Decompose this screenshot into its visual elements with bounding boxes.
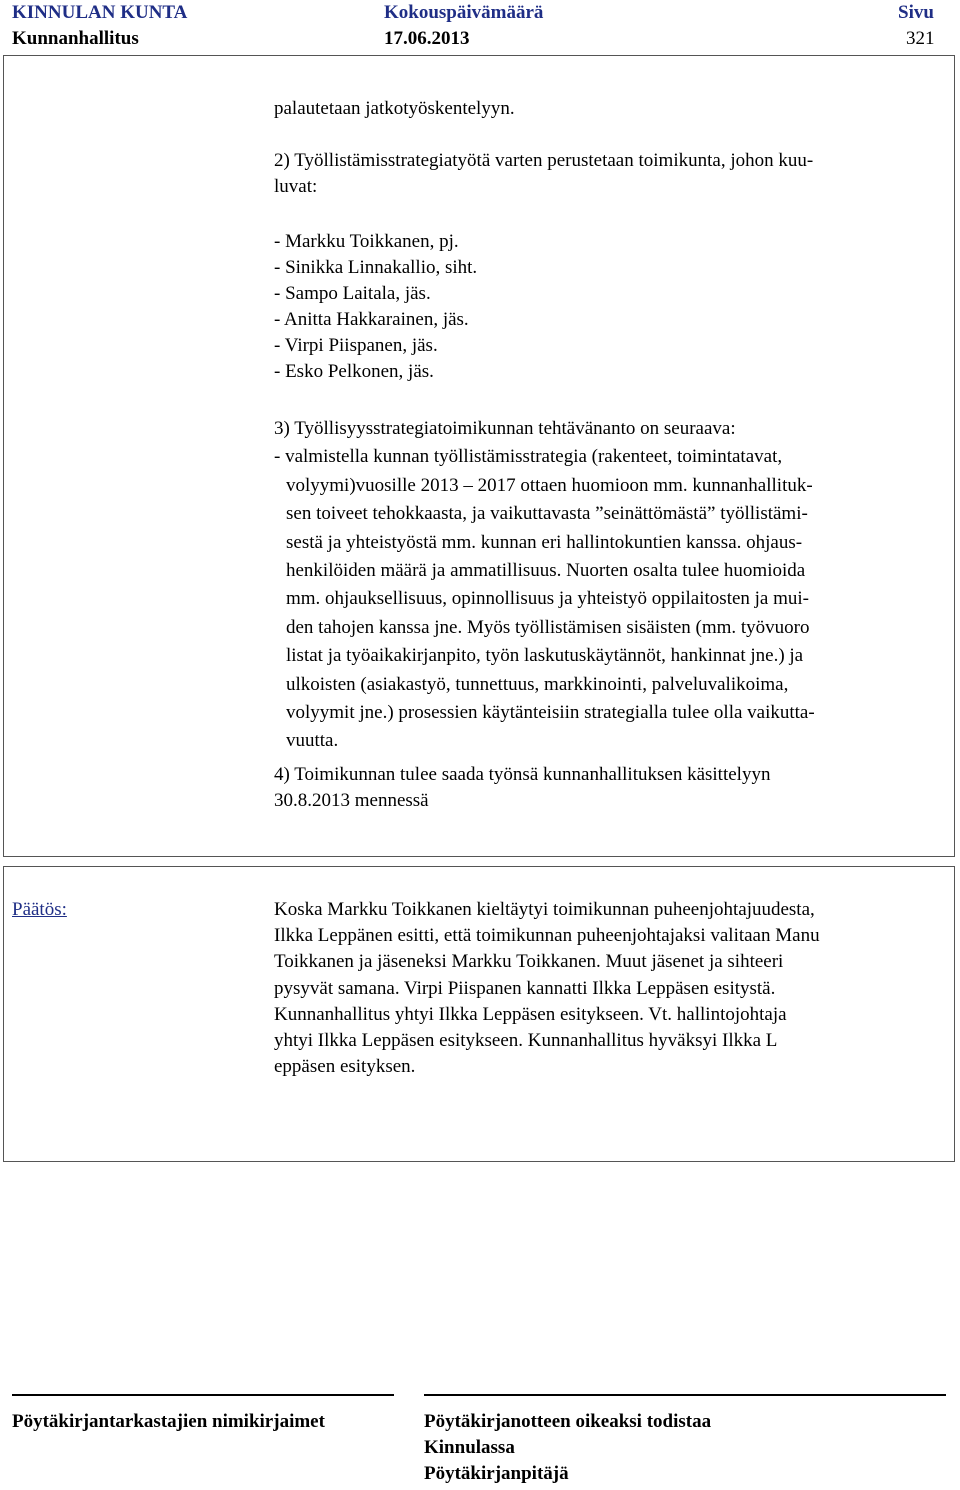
paragraph-4-line: 30.8.2013 mennessä [274, 790, 429, 812]
meeting-date: 17.06.2013 [384, 28, 470, 49]
paragraph-3-line: volyymit jne.) prosessien käytänteisiin strategialla tulee olla vaikutta- [286, 702, 815, 724]
decision-line: Toikkanen ja jäseneksi Markku Toikkanen. Muut jäsenet ja sihteeri [274, 951, 784, 973]
decision-line: Ilkka Leppänen esitti, että toimikunnan puheenjohtajaksi valitaan Manu [274, 925, 820, 947]
paragraph-3-line: den tahojen kanssa jne. Myös työllistämisen sisäisten (mm. työvuoro [286, 616, 810, 638]
decision-line: yhtyi Ilkka Leppäsen esitykseen. Kunnanhallitus hyväksyi Ilkka L [274, 1030, 778, 1052]
paragraph-3-line: vuutta. [286, 730, 339, 752]
paragraph-3-line: sen toiveet tehokkaasta, ja vaikuttavasta ”seinättömästä” työllistämi- [286, 503, 808, 525]
list-item: - Anitta Hakkarainen, jäs. [274, 309, 469, 330]
decision-line: Kunnanhallitus yhtyi Ilkka Leppäsen esitykseen. Vt. hallintojohtaja [274, 1003, 787, 1025]
decision-label: Päätös: [12, 899, 67, 920]
decision-text [274, 897, 938, 1080]
footer-certification: Pöytäkirjanotteen oikeaksi todistaa [424, 1411, 712, 1432]
footer-clerk: Pöytäkirjanpitäjä [424, 1463, 569, 1484]
paragraph-3 [274, 415, 938, 756]
paragraph-4 [274, 762, 938, 814]
decision-line: Koska Markku Toikkanen kieltäytyi toimikunnan puheenjohtajuudesta, [274, 899, 815, 920]
list-item: - Markku Toikkanen, pj. [274, 231, 459, 252]
paragraph-2-line: 2) Työllistämisstrategiatyötä varten perustetaan toimikunta, johon kuu- [274, 150, 814, 171]
footer-inspectors: Pöytäkirjantarkastajien nimikirjaimet [12, 1411, 325, 1432]
body-name: Kunnanhallitus [12, 28, 139, 49]
list-item: - Esko Pelkonen, jäs. [274, 361, 434, 382]
committee-member-list [274, 229, 938, 385]
footer-rule-right [424, 1394, 946, 1396]
paragraph-3-line: sestä ja yhteistyöstä mm. kunnan eri hallintokuntien kanssa. ohjaus- [286, 531, 803, 553]
paragraph-1 [274, 96, 938, 122]
decision-line: pysyvät samana. Virpi Piispanen kannatti Ilkka Leppäsen esitystä. [274, 977, 776, 999]
footer-place: Kinnulassa [424, 1437, 515, 1458]
paragraph-3-line: - valmistella kunnan työllistämisstrategia (rakenteet, toimintatavat, [274, 446, 783, 468]
paragraph-3-line: volyymi)vuosille 2013 – 2017 ottaen huomioon mm. kunnanhallituk- [286, 474, 813, 496]
paragraph-3-title: 3) Työllisyysstrategiatoimikunnan tehtävänanto on seuraava: [274, 418, 736, 439]
list-item: - Virpi Piispanen, jäs. [274, 335, 438, 356]
paragraph-2 [274, 148, 938, 200]
list-item: - Sampo Laitala, jäs. [274, 283, 431, 304]
page-label: Sivu [898, 2, 934, 23]
date-label: Kokouspäivämäärä [384, 2, 544, 23]
paragraph-2-line: luvat: [274, 176, 318, 198]
paragraph-3-line: mm. ohjauksellisuus, opinnollisuus ja yhteistyö oppilaitosten ja mui- [286, 588, 810, 610]
paragraph-4-line: 4) Toimikunnan tulee saada työnsä kunnanhallituksen käsittelyyn [274, 764, 771, 785]
footer-rule-left [12, 1394, 394, 1396]
municipality-name: KINNULAN KUNTA [12, 2, 188, 23]
paragraph-3-line: ulkoisten (asiakastyö, tunnettuus, markkinointi, palveluvalikoima, [286, 673, 789, 695]
paragraph-1-text: palautetaan jatkotyöskentelyyn. [274, 98, 515, 119]
list-item: - Sinikka Linnakallio, siht. [274, 257, 478, 278]
page-number: 321 [906, 28, 935, 49]
paragraph-3-line: listat ja työaikakirjanpito, työn laskutuskäytännöt, hankinnat jne.) ja [286, 645, 804, 667]
paragraph-3-line: henkilöiden määrä ja ammatillisuus. Nuorten osalta tulee huomioida [286, 560, 806, 582]
decision-line: eppäsen esityksen. [274, 1056, 416, 1078]
